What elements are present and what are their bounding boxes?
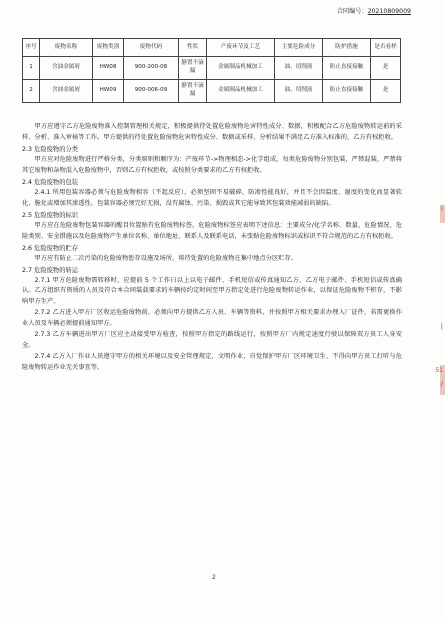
paragraph: 甲方应在危险废物包装容器的醒目位置贴有危险废物标签，危险废物标签应表明下述信息：主要成分/化学名称、数量、危险情况、危险类别、安全措施以及危险废物产生单位名称、单位地址、联系人及联系电话，未张贴危险废物标识或标识不符合规范的乙方有权拒收。 [22, 221, 402, 240]
table-cell: 油、切削液 [275, 57, 323, 80]
table-header-cell: 废物代码 [124, 39, 179, 57]
table-cell: 静置不滴漏 [179, 57, 207, 80]
table-row [23, 57, 401, 80]
paragraph: 2.4.1 所用包装容器必须与危险废物相容（不起反应），必须坚固不易破碎，防渗性能良好，并且不会因温度、湿度的变化而显著软化、脆化或增加其渗透性。包装容器必须完好无损，没有腐蚀、污染、损毁或其它能导致其包装效能减弱的缺陷。 [22, 188, 402, 207]
table-header-cell: 废物类别 [93, 39, 124, 57]
section-heading: 2.5 危险废物的标识 [22, 211, 79, 219]
section-heading: 2.6 危险废物的贮存 [22, 244, 79, 252]
table-header-cell: 序号 [23, 39, 40, 57]
table-cell: 含油金属屑 [40, 57, 93, 80]
table-cell: 防止直接接触 [323, 80, 371, 103]
page-number: 2 [212, 574, 216, 581]
contract-body-text [22, 122, 402, 374]
table-cell: 金属制品机械加工 [207, 57, 275, 80]
section-heading: 2.4 危险废物的包装 [22, 178, 79, 186]
table-header-cell: 防护措施 [323, 39, 371, 57]
table-cell: 防止直接接触 [323, 57, 371, 80]
table-row [23, 80, 401, 103]
edge-mark-3: 51 [435, 367, 443, 374]
table-header-row [23, 39, 401, 57]
edge-mark-1: i [441, 205, 443, 213]
table-body [23, 57, 401, 103]
contract-number [337, 6, 411, 15]
table-header-cell: 性状 [179, 39, 207, 57]
section-heading: 2.7 危险废物的转运 [22, 266, 79, 274]
table-header-cell: 主要危险成分 [275, 39, 323, 57]
contract-number-value: 20210809009 [367, 8, 411, 15]
table-cell: 900-006-09 [124, 80, 179, 103]
edge-mark-4: / [440, 380, 443, 388]
table-cell: 油、切削液 [275, 80, 323, 103]
hazardous-waste-table [22, 38, 401, 103]
paragraph: 甲方应遵守乙方危险废物准入控制管理相关规定，积极提供待处置危险废物危害特性成分、数据，积极配合乙方危险废物转运前的采样、分析、准入审核等工作。甲方提供的待处置危险废物危害特性成分、数据或采样、分析结果不满足乙方准入标准的，乙方有权拒收。 [22, 123, 402, 141]
table-cell: 2 [23, 80, 40, 103]
table-cell: 是 [371, 80, 401, 103]
table-cell: 含油金属屑 [40, 80, 93, 103]
paragraph: 2.7.4 乙方入厂作业人员遵守甲方的相关环境以及安全管理规定，文明作业，自觉保护甲方厂区环境卫生、不得向甲方员工打听与危险废物转运作业无关事宜等。 [22, 353, 402, 372]
table-cell: 金属制品机械加工 [207, 80, 275, 103]
table-header-cell: 产废环节及工艺 [207, 39, 275, 57]
table-cell: HW09 [93, 80, 124, 103]
table-header-cell: 废物名称 [40, 39, 93, 57]
paragraph: 2.7.1 甲方危险废物需转移时，应提前 5 个工作日以上以电子邮件、手机短信或传真通知乙方，乙方电子邮件、手机短信或传真确认。乙方组织有资质的人员及符合本合同装载要求的车辆按约定时间至甲方指定处进行危险废物转运作业，以保证危险废物不积存，不影响甲方生产。 [22, 276, 402, 306]
edge-mark-2: | [440, 322, 443, 330]
table-cell: 静置不滴漏 [179, 80, 207, 103]
paragraph: 2.7.3 乙方车辆进出甲方厂区应主动接受甲方检查，按照甲方指定的路线运行，按照甲方厂内规定速度行驶以保障双方员工人身安全。 [22, 331, 402, 350]
table-cell: HW08 [93, 57, 124, 80]
table-cell: 900-200-08 [124, 57, 179, 80]
table-cell: 1 [23, 57, 40, 80]
paragraph: 2.7.2 乙方进入甲方厂区收运危险废物前，必须向甲方提供乙方人员、车辆等资料，并按照甲方相关要求办理入厂证件，若需更换作业人员及车辆必须提前通知甲方。 [22, 309, 402, 328]
section-heading: 2.3 危险废物的分类 [22, 145, 79, 153]
table-cell: 是 [371, 57, 401, 80]
paragraph: 甲方应对危险废物进行严格分类，分类原则和顺序为：产废环节->物理相态->化学组成，每类危险废物分别包装，严禁混装，严禁将其它废物和杂物混入危险废物中，否则乙方有权拒收，或按照分类要求的乙方有权拒收。 [22, 155, 402, 174]
paragraph: 甲方应有防止二次污染的危险废物暂存设施及场所，将待处置的危险废物在集中地点分区贮存。 [34, 254, 297, 262]
table-header-cell: 是否看样 [371, 39, 401, 57]
contract-number-label: 合同编号： [336, 8, 368, 15]
